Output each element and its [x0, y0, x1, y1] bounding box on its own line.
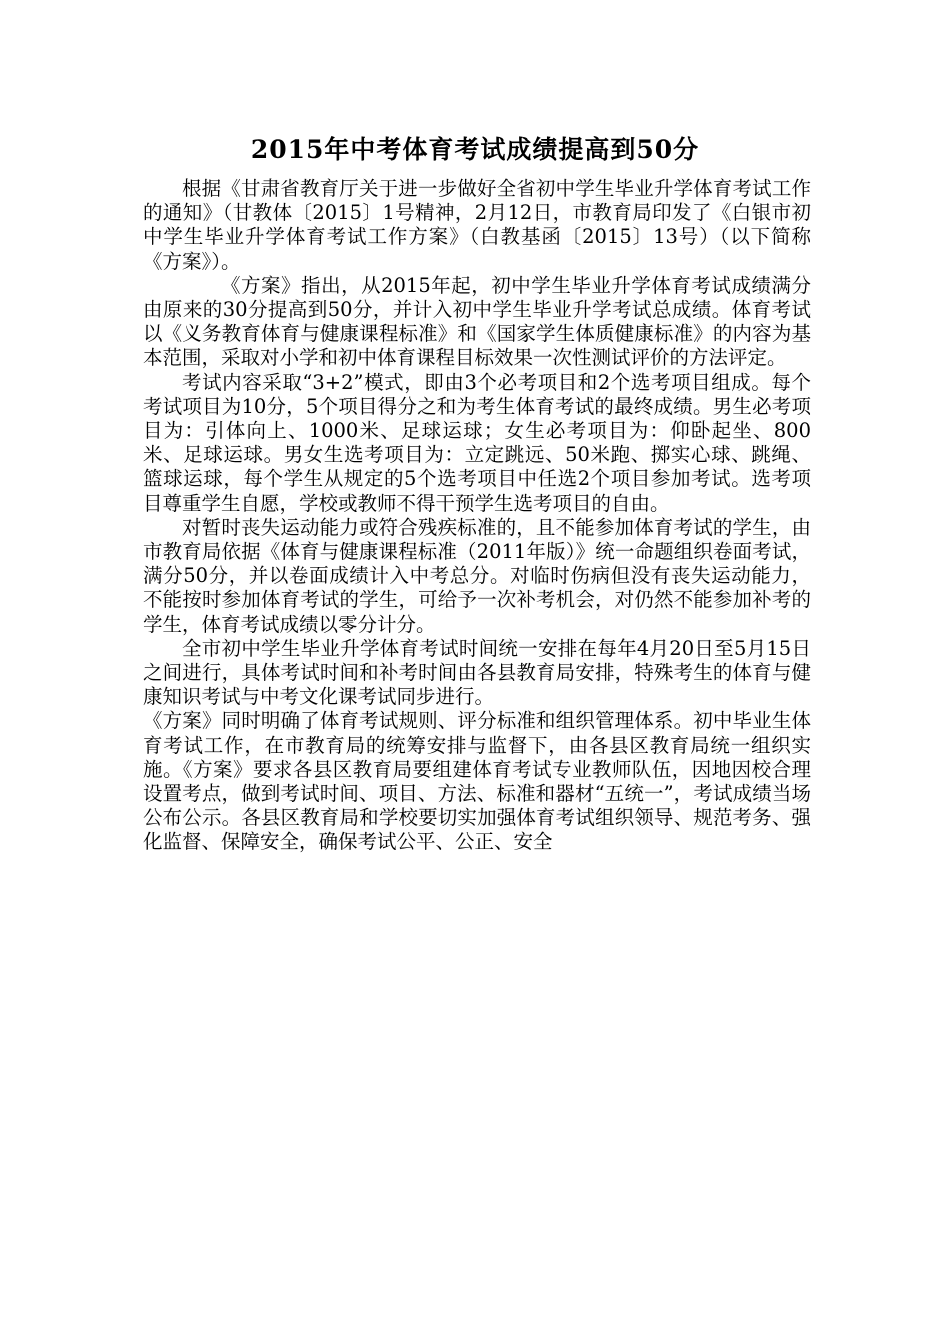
paragraph-exam-schedule: 全市初中学生毕业升学体育考试时间统一安排在每年4月20日至5月15日之间进行，具体考试时间和补考时间由各县教育局安排，特殊考生的体育与健康知识考试与中考文化课考试同步进行。 [143, 636, 811, 709]
paragraph-special-students: 对暂时丧失运动能力或符合残疾标准的，且不能参加体育考试的学生，由市教育局依据《体育与健康课程标准（2011年版）》统一命题组织卷面考试，满分50分，并以卷面成绩计入中考总分。对临时伤病但没有丧失运动能力，不能按时参加体育考试的学生，可给予一次补考机会，对仍然不能参加补考的学生，体育考试成绩以零分计分。 [143, 515, 811, 636]
paragraph-exam-content: 考试内容采取“3+2”模式，即由3个必考项目和2个选考项目组成。每个考试项目为10分，5个项目得分之和为考生体育考试的最终成绩。男生必考项目为：引体向上、1000米、足球运球；女生必考项目为：仰卧起坐、800米、足球运球。男女生选考项目为：立定跳远、50米跑、掷实心球、跳绳、篮球运球，每个学生从规定的5个选考项目中任选2个项目参加考试。选考项目尊重学生自愿，学校或教师不得干预学生选考项目的自由。 [143, 370, 811, 515]
paragraph-management: 《方案》同时明确了体育考试规则、评分标准和组织管理体系。初中毕业生体育考试工作，在市教育局的统筹安排与监督下，由各县区教育局统一组织实施。《方案》要求各县区教育局要组建体育考试专业教师队伍，因地因校合理设置考点，做到考试时间、项目、方法、标准和器材“五统一”，考试成绩当场公布公示。各县区教育局和学校要切实加强体育考试组织领导、规范考务、强化监督、保障安全，确保考试公平、公正、安全 [143, 709, 811, 854]
paragraph-notice-reference: 根据《甘肃省教育厅关于进一步做好全省初中学生毕业升学体育考试工作的通知》（甘教体〔2015〕1号精神，2月12日，市教育局印发了《白银市初中学生毕业升学体育考试工作方案》（白教基函〔2015〕13号）（以下简称《方案》）。 [143, 177, 811, 273]
document-title: 2015年中考体育考试成绩提高到50分 [250, 135, 700, 164]
document-body [143, 177, 811, 855]
paragraph-score-increase: 《方案》指出，从2015年起，初中学生毕业升学体育考试成绩满分由原来的30分提高到50分，并计入初中学生毕业升学考试总成绩。体育考试以《义务教育体育与健康课程标准》和《国家学生体质健康标准》的内容为基本范围，采取对小学和初中体育课程目标效果一次性测试评价的方法评定。 [143, 273, 811, 370]
